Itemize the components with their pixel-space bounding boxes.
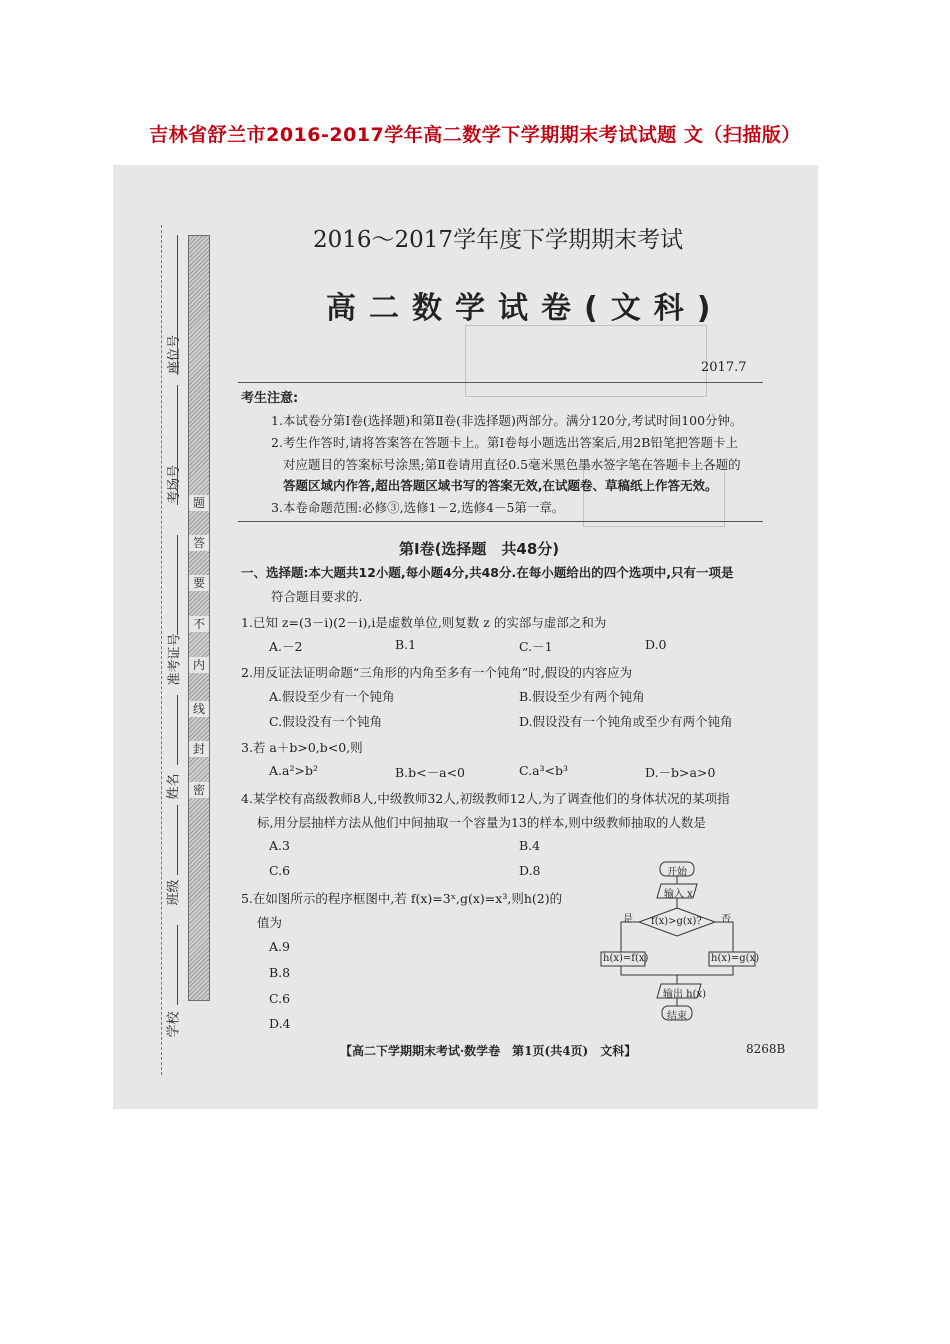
section-instruction: 符合题目要求的.: [271, 589, 363, 604]
question-2-stem: 2.用反证法证明命题“三角形的内角至多有一个钝角”时,假设的内容应为: [241, 665, 633, 680]
question-5-stem: 5.在如图所示的程序框图中,若 f(x)=3ˣ,g(x)=x³,则h(2)的: [241, 891, 563, 906]
name-label: 姓名: [166, 773, 182, 800]
flowchart-end-text: 结束: [667, 1011, 687, 1022]
question-3-option: B.b<－a<0: [395, 765, 466, 780]
notice-title: 考生注意:: [241, 391, 299, 406]
question-4-option: B.4: [519, 838, 541, 853]
exam-room-blank: [177, 385, 178, 505]
seal-char: 内: [189, 657, 209, 673]
section-title: 第Ⅰ卷(选择题 共48分): [399, 540, 560, 558]
bleed-through-table: [583, 465, 725, 527]
question-4-option: C.6: [269, 863, 291, 878]
name-blank: [177, 695, 178, 765]
seal-char: 封: [189, 741, 209, 757]
seat-number-label: 座位号: [167, 334, 183, 375]
seal-char: 线: [189, 701, 209, 717]
question-5-option: C.6: [269, 991, 291, 1006]
section-instruction: 一、选择题:本大题共12小题,每小题4分,共48分.在每小题给出的四个选项中,只有一项是: [241, 565, 734, 580]
question-3-option: A.a²>b²: [269, 763, 318, 778]
admission-id-label: 准考证号: [167, 633, 183, 686]
exam-room-label: 考场号: [167, 464, 183, 505]
header-divider: [238, 382, 763, 383]
flowchart-yes-label: 是: [623, 914, 633, 925]
seat-number-blank: [177, 235, 178, 375]
flowchart-input-text: 输入 x: [664, 889, 693, 900]
program-flowchart: [593, 860, 763, 1030]
flowchart-condition-text: f(x)>g(x)?: [651, 916, 702, 927]
flowchart-left-box-text: h(x)=f(x): [603, 953, 649, 964]
exam-date: 2017.7: [701, 360, 747, 375]
flowchart-output-text: 输出 h(x): [663, 989, 707, 1000]
question-3-option: C.a³<b³: [519, 763, 569, 778]
notice-item: 答题区域内作答,超出答题区域书写的答案无效,在试题卷、草稿纸上作答无效。: [283, 478, 718, 493]
question-5-option: D.4: [269, 1016, 291, 1031]
question-1-stem: 1.已知 z=(3－i)(2－i),i是虚数单位,则复数 z 的实部与虚部之和为: [241, 615, 607, 630]
question-5-stem: 值为: [257, 915, 283, 930]
bleed-through-table: [465, 325, 707, 397]
flowchart-start-text: 开始: [667, 867, 687, 878]
paper-code: 8268B: [746, 1042, 786, 1056]
seal-char: 答: [189, 535, 209, 551]
school-label: 学校: [166, 1011, 182, 1038]
seal-char: 要: [189, 575, 209, 591]
seal-char: 题: [189, 495, 209, 511]
question-3-stem: 3.若 a＋b>0,b<0,则: [241, 740, 363, 755]
scanned-exam-page: [113, 165, 818, 1109]
admission-id-blank: [177, 535, 178, 635]
flowchart-right-box-text: h(x)=g(x): [711, 953, 760, 964]
class-blank: [177, 805, 178, 875]
question-3-option: D.－b>a>0: [645, 765, 716, 780]
notice-item: 1.本试卷分第Ⅰ卷(选择题)和第Ⅱ卷(非选择题)两部分。满分120分,考试时间100分钟。: [271, 413, 743, 428]
page-footer: 【高二下学期期末考试·数学卷 第1页(共4页) 文科】: [340, 1044, 637, 1058]
question-2-option: A.假设至少有一个钝角: [269, 689, 395, 704]
question-5-option: A.9: [269, 939, 290, 954]
question-4-option: A.3: [269, 838, 290, 853]
document-title: 吉林省舒兰市2016-2017学年高二数学下学期期末考试试题 文（扫描版）: [149, 124, 801, 146]
notice-item: 3.本卷命题范围:必修③,选修1－2,选修4－5第一章。: [271, 500, 565, 515]
question-5-option: B.8: [269, 965, 291, 980]
seal-char: 密: [189, 782, 209, 798]
notice-item: 对应题目的答案标号涂黑;第Ⅱ卷请用直径0.5毫米黑色墨水签字笔在答题卡上各题的: [283, 457, 741, 472]
question-4-stem: 标,用分层抽样方法从他们中间抽取一个容量为13的样本,则中级教师抽取的人数是: [257, 815, 706, 830]
question-1-option: D.0: [645, 637, 667, 652]
question-1-option: B.1: [395, 637, 417, 652]
exam-header-line1: 2016～2017学年度下学期期末考试: [313, 227, 684, 253]
notice-divider: [238, 521, 763, 522]
question-1-option: C.－1: [519, 639, 553, 654]
seal-char: 不: [189, 616, 209, 632]
notice-item: 2.考生作答时,请将答案答在答题卡上。第Ⅰ卷每小题选出答案后,用2B铅笔把答题卡上: [271, 435, 738, 450]
exam-header-line2: 高二数学试卷(文科): [326, 291, 724, 326]
flowchart-no-label: 否: [721, 914, 731, 925]
question-2-option: B.假设至少有两个钝角: [519, 689, 645, 704]
question-1-option: A.－2: [269, 639, 303, 654]
question-4-stem: 4.某学校有高级教师8人,中级教师32人,初级教师12人,为了调查他们的身体状况的某项指: [241, 791, 730, 806]
class-label: 班级: [166, 879, 182, 906]
question-2-option: C.假设没有一个钝角: [269, 714, 383, 729]
question-4-option: D.8: [519, 863, 541, 878]
school-blank: [177, 925, 178, 1005]
question-2-option: D.假设没有一个钝角或至少有两个钝角: [519, 714, 733, 729]
binding-dashed-line: [161, 225, 162, 1075]
